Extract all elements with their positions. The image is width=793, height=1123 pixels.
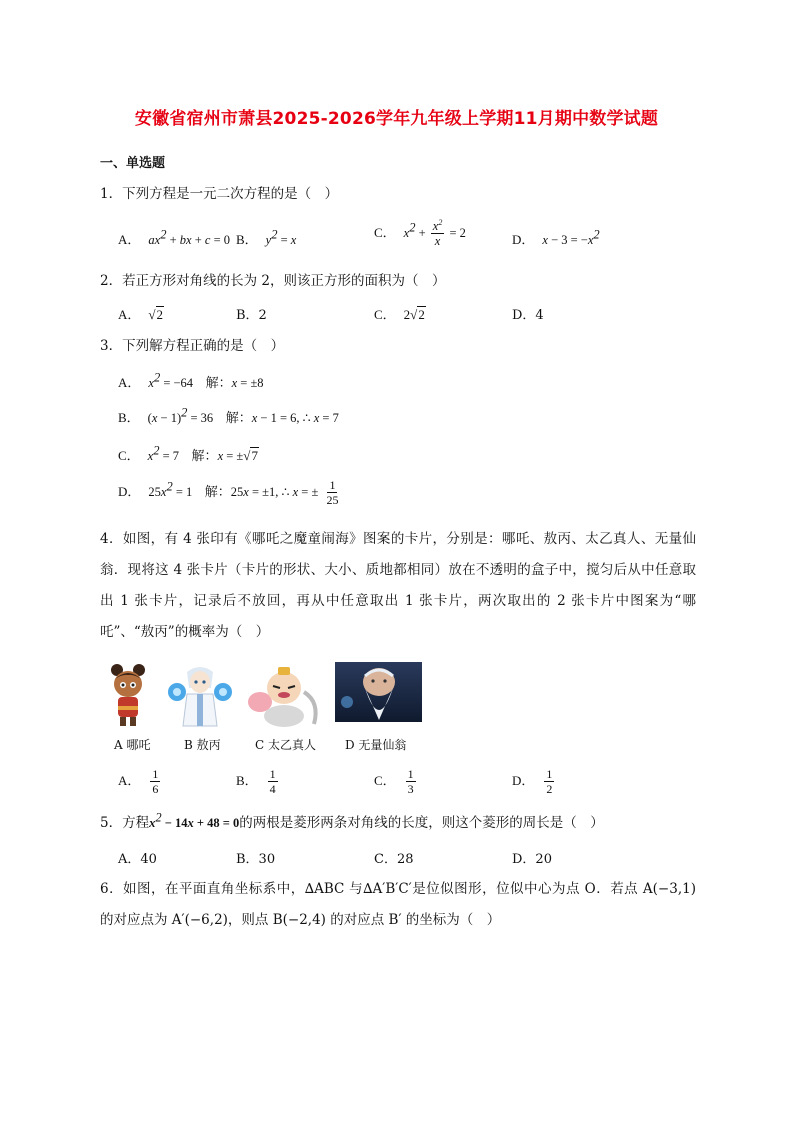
nezha-card-image — [103, 662, 153, 727]
q5-option-c: C．28 — [374, 852, 414, 867]
card-caption-b: B 敖丙 — [184, 738, 221, 752]
q1-option-c: C． $x^2$ + $\frac{x^2}{x}$ = 2 — [374, 217, 466, 248]
q1-option-b: B． $y^2 = x$ — [236, 227, 297, 247]
q2-option-d: D．4 — [512, 308, 544, 323]
card-caption-c: C 太乙真人 — [255, 738, 316, 752]
q5-option-a: A．40 — [118, 852, 157, 867]
q2-option-b: B．2 — [236, 308, 267, 323]
q4-option-a: A． $\frac{1}{6}$ — [118, 767, 159, 796]
q5-option-b: B．30 — [236, 852, 276, 867]
q4-option-c: C． $\frac{1}{3}$ — [374, 767, 414, 796]
q4-option-b: B． $\frac{1}{4}$ — [236, 767, 276, 796]
q2-option-a: A． √2 — [118, 307, 164, 322]
question-3-stem: 3．下列解方程正确的是（ ） — [100, 338, 285, 354]
section-heading: 一、单选题 — [100, 156, 166, 171]
question-2-stem: 2．若正方形对角线的长为 2，则该正方形的面积为（ ） — [100, 273, 446, 289]
q4-option-d: D． $\frac{1}{2}$ — [512, 767, 553, 796]
q3-option-c: C． $x^2 = 7$ 解：x = ±√7 — [118, 443, 258, 464]
card-caption-d: D 无量仙翁 — [345, 738, 407, 752]
question-6-stem: 6．如图，在平面直角坐标系中，∆ABC 与∆A′B′C′是位似图形，位似中心为点 O．若点 A(−3,1) 的对应点为 A′(−6,2)，则点 B(−2,4) 的对应点 B′ 的坐标为（ ） — [100, 881, 696, 928]
q3-option-b: B． $(x - 1)^2 = 36$ 解：x − 1 = 6, ∴ x = 7 — [118, 405, 339, 426]
taiyi-card-image — [246, 662, 324, 727]
wuliang-card-image — [335, 662, 422, 722]
q3-option-d: D． $25x^2 = 1$ 解：25x = ±1, ∴ x = ± $\frac{1}{25}$ — [118, 478, 339, 507]
q1-option-a: A． $ax^2$ + bx + c = 0 — [118, 227, 231, 247]
question-1-stem: 1．下列方程是一元二次方程的是（ ） — [100, 186, 339, 202]
question-5-stem: 5．方程$x^2 - 14x + 48 = 0$的两根是菱形两条对角线的长度，则这个菱形的周长是（ ） — [100, 810, 604, 831]
aobing-card-image — [165, 662, 235, 727]
card-caption-a: A 哪吒 — [114, 738, 151, 752]
q1-option-d: D． $x - 3 = -x^2$ — [512, 227, 600, 247]
page-title: 安徽省宿州市萧县2025-2026学年九年级上学期11月期中数学试题 — [134, 109, 659, 129]
q3-option-a: A． $x^2 = -64$ 解：x = ±8 — [118, 370, 264, 391]
q2-option-c: C． 2√2 — [374, 307, 425, 322]
question-4-stem: 4．如图，有 4 张印有《哪吒之魔童闹海》图案的卡片，分别是：哪吒、敖丙、太乙真人、无量仙翁．现将这 4 张卡片（卡片的形状、大小、质地都相同）放在不透明的盒子中，搅匀后从中任意取出 1 张卡片，记录后不放回，再从中任意取出 1 张卡片，两次取出的 2 张卡片中图案为“哪吒”、“敖丙”的概率为（ ） — [100, 531, 696, 640]
q5-option-d: D．20 — [512, 852, 552, 867]
